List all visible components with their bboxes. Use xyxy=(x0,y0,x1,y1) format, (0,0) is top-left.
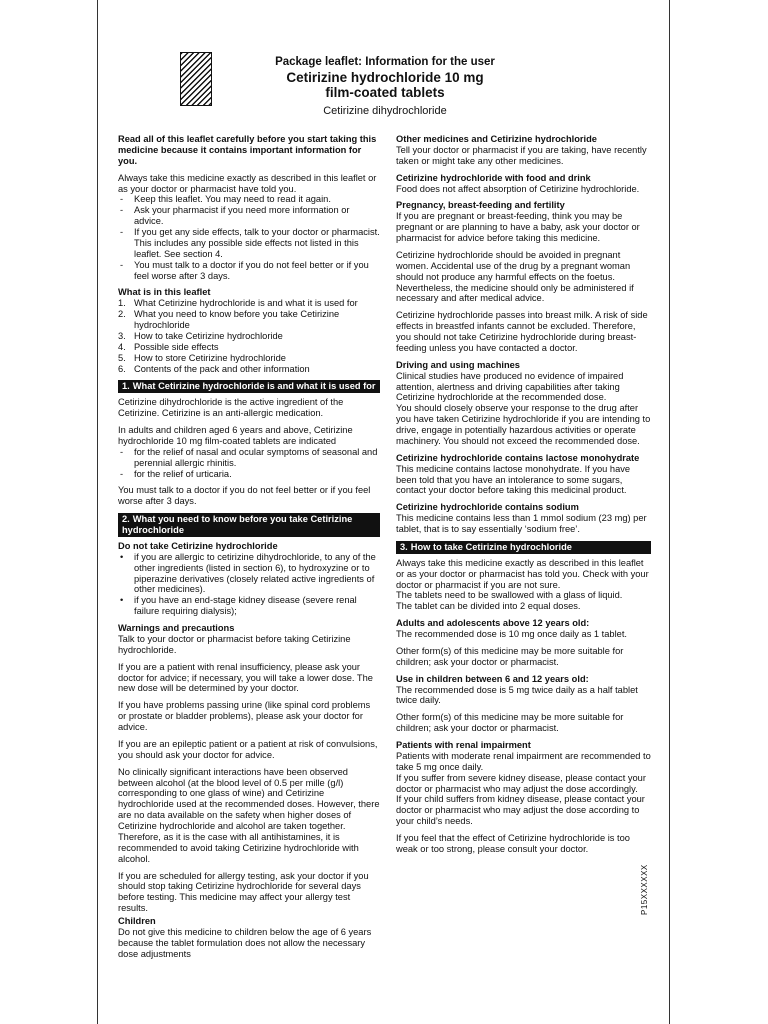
toc-list xyxy=(118,298,380,374)
product-title-line1: Cetirizine hydrochloride 10 mg xyxy=(286,70,484,85)
sodium-p: This medicine contains less than 1 mmol sodium (23 mg) per tablet, that is to say essentially ‘sodium free’. xyxy=(396,513,647,534)
warn-p2: If you are a patient with renal insufficiency, please ask your doctor for advice; if necessary, you will take a lower dose. The new dose will be determined by your doctor. xyxy=(118,661,373,694)
intro-text: Always take this medicine exactly as described in this leaflet or as your doctor or pharmacist have told you. xyxy=(118,172,377,194)
product-title-line2: film-coated tablets xyxy=(325,84,445,100)
right-column xyxy=(396,134,651,861)
children-dose-heading: Use in children between 6 and 12 years old: xyxy=(396,673,589,684)
list-item: - Keep this leaflet. You may need to read it again. xyxy=(120,194,331,205)
food-heading: Cetirizine hydrochloride with food and drink xyxy=(396,172,591,183)
warnings-heading: Warnings and precautions xyxy=(118,623,235,633)
warn-p1: Talk to your doctor or pharmacist before taking Cetirizine hydrochloride. xyxy=(118,633,351,655)
list-item: - You must talk to a doctor if you do not feel better or if you feel worse after 3 days. xyxy=(120,259,369,281)
pregnancy-heading: Pregnancy, breast-feeding and fertility xyxy=(396,200,565,211)
leaflet-header xyxy=(220,56,550,117)
section-2-heading: 2. What you need to know before you take Cetirizine hydrochloride xyxy=(118,513,380,537)
adults-p2: Other form(s) of this medicine may be more suitable for children; ask your doctor or pharmacist. xyxy=(396,645,624,667)
list-item: - Ask your pharmacist if you need more information or advice. xyxy=(120,205,350,227)
renal-heading: Patients with renal impairment xyxy=(396,740,531,750)
right-border-line xyxy=(669,0,670,1024)
warn-p6: If you are scheduled for allergy testing, ask your doctor if you should stop taking Cetirizine hydrochloride for several days before testing. This medicine may affect your allergy test results. xyxy=(118,870,369,914)
intro-bold: Read all of this leaflet carefully before you start taking this medicine because it contains important information for you. xyxy=(118,134,377,166)
intro-list xyxy=(118,194,380,281)
leaflet-type: Package leaflet: Information for the user xyxy=(275,56,495,68)
take-p1: Always take this medicine exactly as described in this leaflet or as your doctor or pharmacist has told you. Check with your doctor or pharmacist if you are not sure. xyxy=(396,557,649,590)
preg-p1: If you are pregnant or breast-feeding, think you may be pregnant or are planning to have a baby, ask your doctor or pharmacist for advice before taking this medicine. xyxy=(396,211,640,243)
left-border-line xyxy=(97,0,98,1024)
renal-p1: Patients with moderate renal impairment are recommended to take 5 mg once daily. xyxy=(396,750,651,772)
toc-heading: What is in this leaflet xyxy=(118,287,211,298)
list-item: - for the relief of urticaria. xyxy=(120,468,232,479)
sec1-p2: In adults and children aged 6 years and above, Cetirizine hydrochloride 10 mg film-coated tablets are indicated xyxy=(118,425,353,446)
active-ingredient: Cetirizine dihydrochloride xyxy=(323,104,447,117)
drive-p2: You should closely observe your response to the drug after you have taken Cetirizine hydrochloride if you are intending to drive, engage in potentially hazardous activities or operate machinery. You should not exceed the recommended dose. xyxy=(396,403,651,446)
sec1-p1: Cetirizine dihydrochloride is the active ingredient of the Cetirizine. Cetirizine is an anti-allergic medication. xyxy=(118,397,344,419)
list-item: - for the relief of nasal and ocular symptoms of seasonal and perennial allergic rhinitis. xyxy=(120,446,378,468)
toc-item: 5. How to store Cetirizine hydrochloride xyxy=(118,352,286,363)
preg-p3: Cetirizine hydrochloride passes into breast milk. A risk of side effects in breastfed infants cannot be excluded. Therefore, you should not take Cetirizine hydrochloride during breast-feeding unless you have contacted a doctor. xyxy=(396,310,648,353)
indication-list xyxy=(118,447,380,480)
pharmacode-barcode xyxy=(180,52,212,106)
food-p: Food does not affect absorption of Cetirizine hydrochloride. xyxy=(396,183,640,194)
toc-item: 3. How to take Cetirizine hydrochloride xyxy=(118,330,283,341)
other-p: Tell your doctor or pharmacist if you are taking, have recently taken or might take any other medicines. xyxy=(396,144,647,166)
toc-item: 6. Contents of the pack and other information xyxy=(118,363,310,374)
warn-p4: If you are an epileptic patient or a patient at risk of convulsions, you should ask your doctor for advice. xyxy=(118,738,378,760)
dont-take-list xyxy=(118,552,380,617)
adults-p1: The recommended dose is 10 mg once daily as 1 tablet. xyxy=(396,629,628,639)
children-heading: Children xyxy=(118,916,156,926)
take-p3: The tablet can be divided into 2 equal doses. xyxy=(396,601,581,612)
driving-heading: Driving and using machines xyxy=(396,359,520,370)
children-p: Do not give this medicine to children below the age of 6 years because the tablet formulation does not allow the necessary dose adjustments xyxy=(118,926,372,959)
renal-p3: If your child suffers from kidney disease, please contact your doctor or pharmacist who may adjust the dose according to your child’s needs. xyxy=(396,794,645,827)
left-column xyxy=(118,134,380,966)
preg-p2: Cetirizine hydrochloride should be avoided in pregnant women. Accidental use of the drug by a pregnant woman should not produce any harmful effects on the foetus. Nevertheless, the medicine should only be administered if necessary and after medical advice. xyxy=(396,249,634,304)
dont-take-heading: Do not take Cetirizine hydrochloride xyxy=(118,540,278,551)
take-p2: The tablets need to be swallowed with a glass of liquid. xyxy=(396,590,623,601)
toc-item: 4. Possible side effects xyxy=(118,341,219,352)
list-item: • if you are allergic to cetirizine dihydrochloride, to any of the other ingredients (listed in section 6), to hydroxyzine or to piperazine derivatives (closely related active ingredients of other medicines). xyxy=(120,551,376,595)
sec1-p3: You must talk to a doctor if you do not feel better or if you feel worse after 3 days. xyxy=(118,485,371,507)
section-3-heading: 3. How to take Cetirizine hydrochloride xyxy=(396,541,651,554)
list-item: • if you have an end-stage kidney disease (severe renal failure requiring dialysis); xyxy=(120,595,357,617)
lactose-p: This medicine contains lactose monohydrate. If you have been told that you have an intolerance to some sugars, contact your doctor before taking this medicinal product. xyxy=(396,463,631,496)
weak-p: If you feel that the effect of Cetirizine hydrochloride is too weak or too strong, please consult your doctor. xyxy=(396,833,630,854)
other-medicines-heading: Other medicines and Cetirizine hydrochloride xyxy=(396,134,597,144)
sodium-heading: Cetirizine hydrochloride contains sodium xyxy=(396,502,579,513)
drive-p1: Clinical studies have produced no evidence of impaired attention, alertness and driving capabilities after taking Cetirizine hydrochloride at the recommended dose. xyxy=(396,370,624,403)
list-item: - If you get any side effects, talk to your doctor or pharmacist. This includes any possible side effects not listed in this leaflet. See section 4. xyxy=(120,227,380,259)
kids-p1: The recommended dose is 5 mg twice daily as a half tablet twice daily. xyxy=(396,684,638,706)
product-code: P15XXXXXX xyxy=(640,864,649,915)
renal-p2: If you suffer from severe kidney disease, please contact your doctor or pharmacist who may adjust the dose accordingly. xyxy=(396,772,646,794)
warn-p3: If you have problems passing urine (like spinal cord problems or prostate or bladder problems), please ask your doctor for advice. xyxy=(118,700,371,732)
adults-heading: Adults and adolescents above 12 years old: xyxy=(396,618,590,629)
kids-p2: Other form(s) of this medicine may be more suitable for children; ask your doctor or pharmacist. xyxy=(396,712,624,734)
warn-p5: No clinically significant interactions have been observed between alcohol (at the blood level of 0.5 per mille (g/l) corresponding to one glass of wine) and Cetirizine hydrochloride used at the recommended doses. However, there are no data available on the safety when higher doses of Cetirizine hydrochloride and alcohol are taken together. Therefore, as it is the case with all antihistamines, it is recommended to avoid taking Cetirizine hydrochloride with alcohol. xyxy=(118,766,380,864)
toc-item: 1. What Cetirizine hydrochloride is and what it is used for xyxy=(118,298,358,309)
lactose-heading: Cetirizine hydrochloride contains lactose monohydrate xyxy=(396,452,640,463)
toc-item: 2. What you need to know before you take Cetirizine hydrochloride xyxy=(118,309,340,330)
section-1-heading: 1. What Cetirizine hydrochloride is and what it is used for xyxy=(118,380,380,393)
